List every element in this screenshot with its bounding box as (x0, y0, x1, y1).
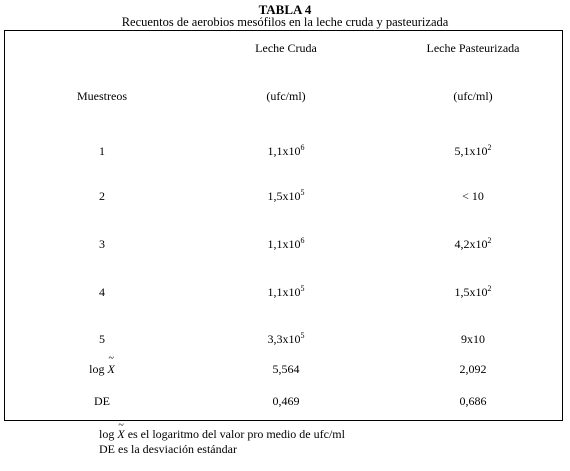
row-3-pasteurizada: $4,2x10^2$ (454, 236, 492, 251)
header-muestreos: Muestreos (77, 89, 127, 103)
de-cruda: 0,469 (272, 394, 300, 408)
row-3-id: 3 (99, 237, 105, 251)
row-1-cruda: $1,1x10^6$ (267, 143, 305, 158)
row-4-pasteurizada: $1,5x10^2$ (454, 284, 492, 299)
row-1-pasteurizada: $5,1x10^2$ (454, 143, 492, 158)
row-3-cruda: $1,1x10^6$ (267, 236, 305, 251)
table-frame (4, 30, 563, 421)
row-5-cruda: $3,3x10^5$ (267, 331, 305, 346)
row-4-id: 4 (99, 285, 105, 299)
row-5-pasteurizada: 9x10 (461, 332, 485, 346)
row-2-pasteurizada: < 10 (462, 189, 484, 203)
log-mean-pasteurizada: 2,092 (459, 362, 487, 376)
log-mean-label: log ~ X (89, 362, 115, 377)
header-leche-cruda: Leche Cruda (255, 41, 317, 55)
row-4-cruda: $1,1x10^5$ (267, 284, 305, 299)
row-1-id: 1 (99, 144, 105, 158)
log-mean-cruda: 5,564 (272, 362, 300, 376)
header-unit-pasteurizada: (ufc/ml) (453, 89, 493, 103)
row-2-cruda: $1,5x10^5$ (267, 188, 305, 203)
footnote-de: DE es la desviación estándar (99, 442, 237, 456)
de-label: DE (94, 394, 110, 408)
footnotes (99, 427, 345, 457)
header-unit-cruda: (ufc/ml) (266, 89, 306, 103)
table-subtitle: Recuentos de aerobios mesófilos en la leche cruda y pasteurizada (121, 15, 449, 29)
footnote-log-mean: log ~ X es el logaritmo del valor pro medio de ufc/ml (99, 427, 345, 442)
table-title: TABLA 4 (258, 2, 312, 17)
row-5-id: 5 (99, 332, 105, 346)
row-2-id: 2 (99, 189, 105, 203)
de-pasteurizada: 0,686 (459, 394, 487, 408)
header-leche-pasteurizada: Leche Pasteurizada (426, 41, 520, 55)
